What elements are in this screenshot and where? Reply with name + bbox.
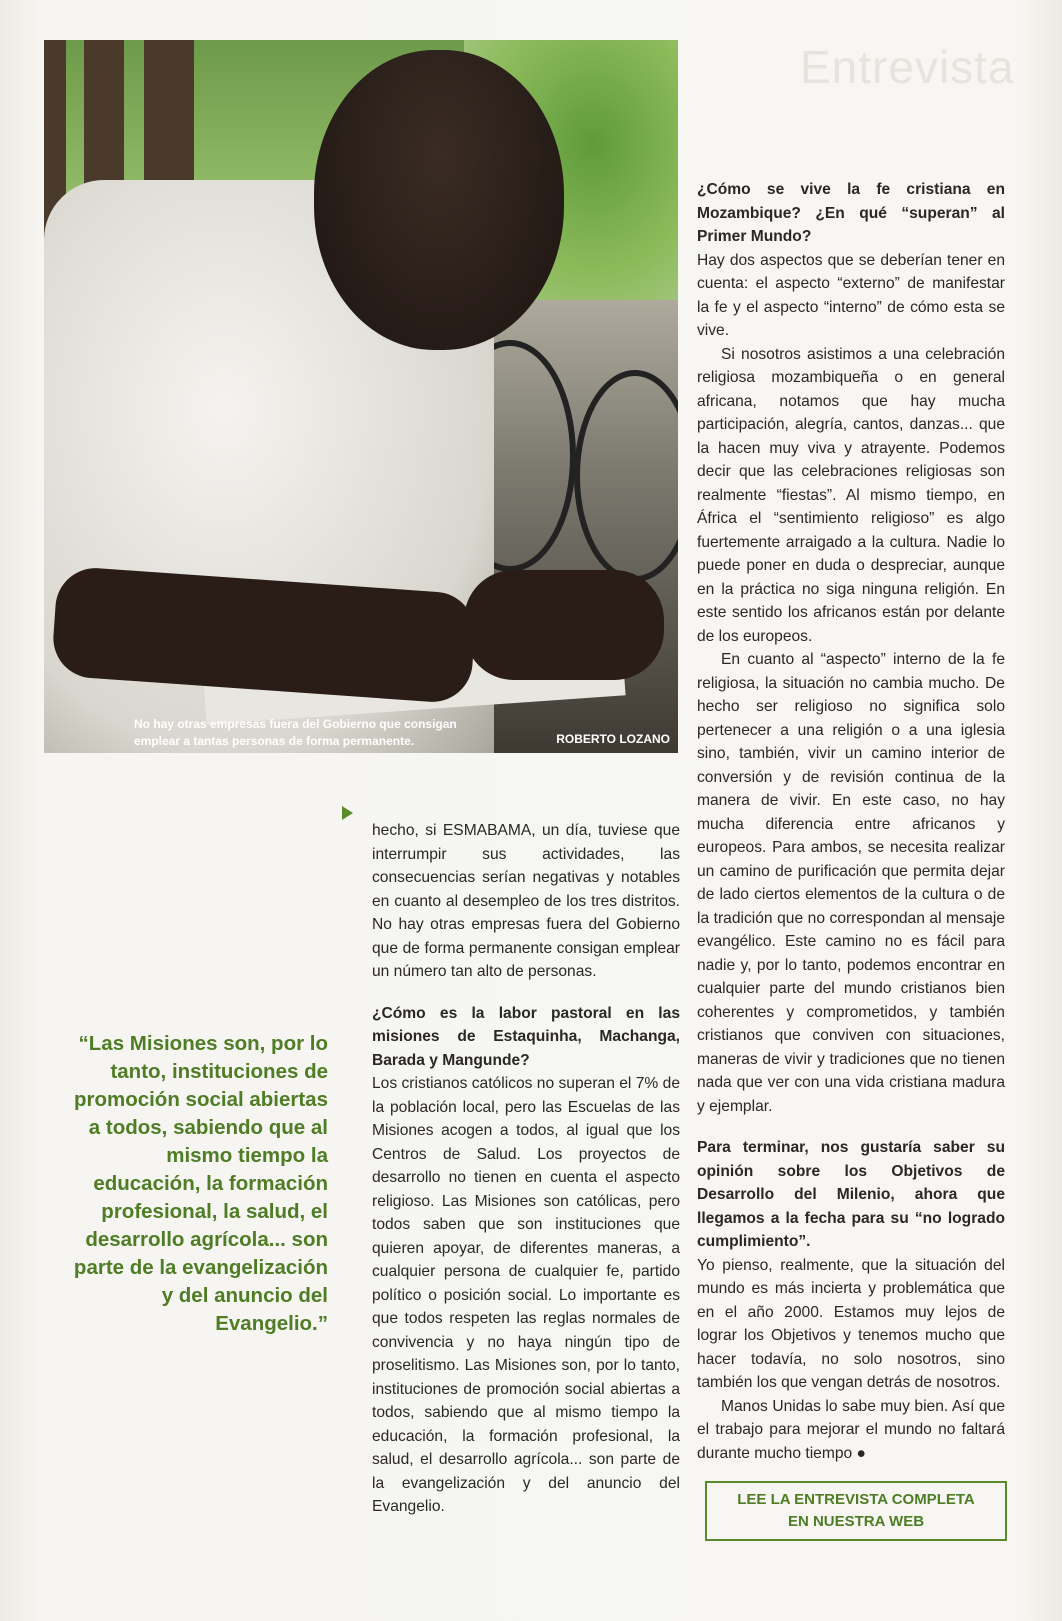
paragraph: Yo pienso, realmente, que la situación del mundo es más incierta y problemática que en el año 2000. Estamos muy lejos de lograr los Objetivos y tenemos mucho que hacer todavía, no solo nosotros, sino también los que vengan detrás de nosotros. (697, 1256, 1005, 1391)
right-column (697, 178, 1005, 1541)
photo-credit: ROBERTO LOZANO (556, 732, 670, 746)
photo-hand (464, 570, 664, 680)
section-header-ghost: Entrevista (800, 41, 1015, 93)
cta-line: EN NUESTRA WEB (787, 1513, 925, 1530)
question-heading: ¿Cómo se vive la fe cristiana en Mozambique? ¿En qué “superan” al Primer Mundo? (697, 181, 1005, 245)
photo-head (314, 50, 564, 350)
paragraph: Los cristianos católicos no superan el 7% de la población local, pero las Escuelas de las Misiones acogen a todos, al igual que los Centros de Salud. Los proyectos de desarrollo no tienen en cuenta el aspecto religioso. Las Misiones son católicas, pero todos saben que son instituciones que quieren apoyar, de diferentes maneras, a cualquier persona de cualquier fe, partido político o posición social. Lo importante es que todos respeten las reglas normales de convivencia y no haya ningún tipo de proselitismo. Las Misiones son, por lo tanto, instituciones de promoción social abiertas a todos, sabiendo que al mismo tiempo la educación, la formación profesional, la salud, el desarrollo agrícola... son parte de la evangelización y del anuncio del Evangelio. (372, 1075, 680, 1515)
question-heading: Para terminar, nos gustaría saber su opinión sobre los Objetivos de Desarrollo del Milenio, ahora que llegamos a la fecha para su “no logrado cumplimiento”. (697, 1139, 1005, 1250)
read-full-interview-link[interactable] (705, 1481, 1007, 1541)
paragraph: Si nosotros asistimos a una celebración religiosa mozambiqueña o en general africana, notamos que hay mucha participación, alegría, cantos, danzas... que la hacen muy viva y atrayente. Podemos decir que las celebraciones religiosas son realmente “fiestas”. Al mismo tiempo, en África el “sentimiento religioso” es algo fuertemente arraigado a la cultura. Nadie lo puede poner en duda o despreciar, aunque en la práctica no siga ninguna religión. En este sentido los africanos están por delante de los europeos. (697, 345, 1005, 645)
paragraph: Hay dos aspectos que se deberían tener en cuenta: el aspecto “externo” de manifestar la fe y el aspecto “interno” de cómo esta se vive. (697, 251, 1005, 339)
photo-caption: No hay otras empresas fuera del Gobierno que consigan emplear a tantas personas de forma permanente. (134, 717, 457, 748)
photo-bicycle-wheel (574, 370, 678, 582)
question-heading: ¿Cómo es la labor pastoral en las misiones de Estaquinha, Machanga, Barada y Mangunde? (372, 1004, 680, 1069)
paragraph: Manos Unidas lo sabe muy bien. Así que el trabajo para mejorar el mundo no faltará durante mucho tiempo ● (697, 1397, 1005, 1462)
cta-line: LEE LA ENTREVISTA COMPLETA (737, 1491, 975, 1508)
paragraph: hecho, si ESMABAMA, un día, tuviese que interrumpir sus actividades, las consecuencias serían negativas y notables en cuanto al desempleo de los tres distritos. No hay otras empresas fuera del Gobierno que de forma permanente consigan emplear un número tan alto de personas. (372, 822, 680, 980)
middle-column (372, 819, 680, 1519)
photo-student-writing (44, 40, 678, 753)
continue-arrow-icon (342, 806, 353, 820)
paragraph: En cuanto al “aspecto” interno de la fe religiosa, la situación no cambia mucho. De hecho ser religioso no significa solo pertenecer a una religión o a una iglesia sino, también, vivir un camino interior de conversión y de revisión continua de la manera de vivir. En este caso, no hay mucha diferencia entre africanos y europeos. Para ambos, se necesita realizar un camino de purificación que permita dejar de lado ciertos elementos de la cultura o de la tradición que no correspondan al mensaje evangélico. Este camino no es fácil para nadie y, por lo tanto, podemos encontrar en cualquier parte del mundo cristianos bien coherentes y comprometidos, y también cristianos que conviven con situaciones, maneras de vivir y tradiciones que no tienen nada que ver con una vida cristiana madura y ejemplar. (697, 651, 1005, 1115)
pull-quote: “Las Misiones son, por lo tanto, instituciones de promoción social abiertas a todos, sabiendo que al mismo tiempo la educación, la formación profesional, la salud, el desarrollo agrícola... son parte de la evangelización y del anuncio del Evangelio.” (73, 1032, 328, 1335)
